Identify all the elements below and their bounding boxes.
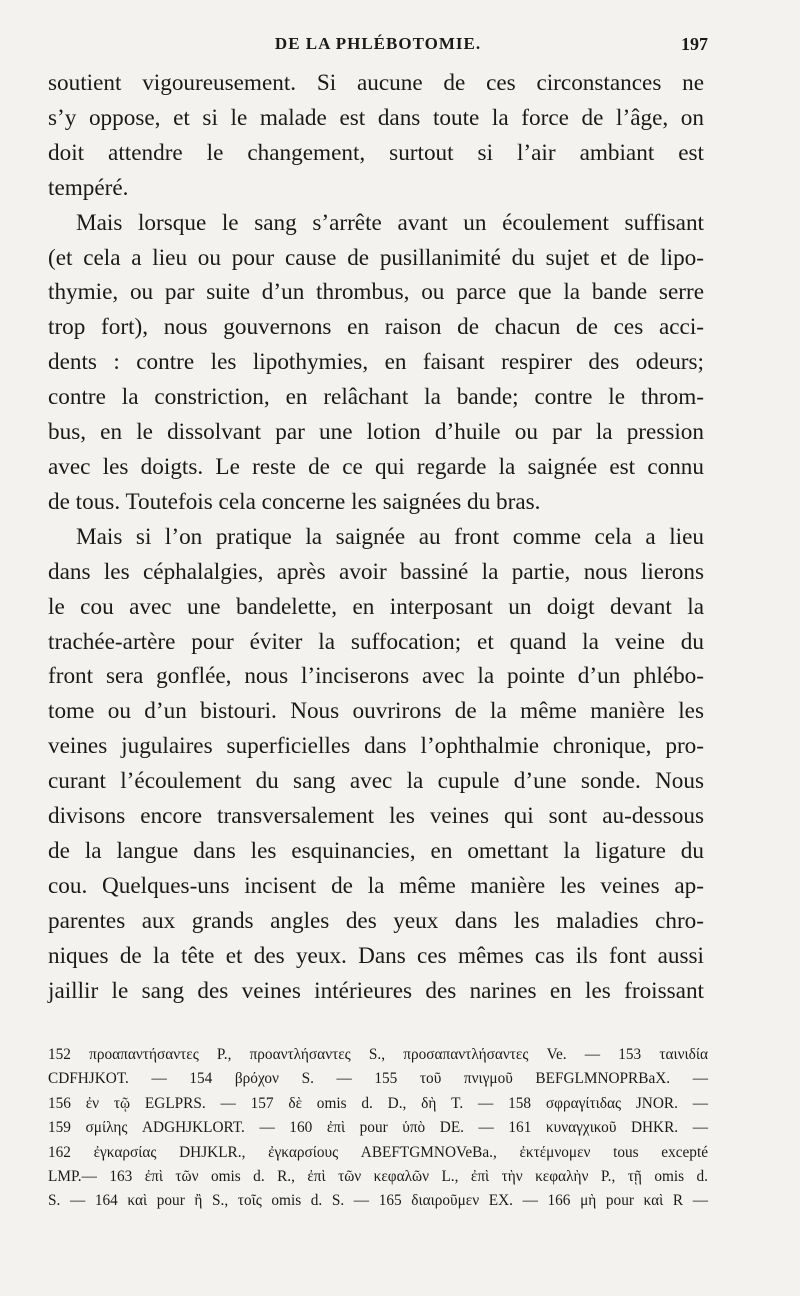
text-line: soutient vigoureusement. Si aucune de ces circonstances ne <box>48 70 704 96</box>
main-text <box>48 66 704 1008</box>
footnote-line: S. — 164 καὶ pour ἢ S., τοῖς omis d. S. — 165 διαιροῦμεν EX. — 166 μὴ pour καὶ R — <box>48 1192 708 1210</box>
text-line: jaillir le sang des veines intérieures des narines en les froissant <box>48 977 704 1004</box>
text-line: divisons encore transversalement les veines qui sont au-dessous <box>48 803 704 830</box>
text-line: parentes aux grands angles des yeux dans les maladies chro- <box>48 907 704 934</box>
running-title: DE LA PHLÉBOTOMIE. <box>274 34 482 53</box>
text-line: (et cela a lieu ou pour cause de pusillanimité du sujet et de lipo- <box>48 244 704 271</box>
text-line: tempéré. <box>48 174 129 201</box>
text-line: thymie, ou par suite d’un thrombus, ou parce que la bande serre <box>48 279 704 306</box>
page-number: 197 <box>681 34 708 54</box>
footnotes <box>48 1043 708 1214</box>
footnote-line: 156 ἐν τῷ EGLPRS. — 157 δὲ omis d. D., δὴ T. — 158 σφραγίτιδας JNOR. — <box>48 1094 708 1112</box>
footnote-line: 162 ἐγκαρσίας DHJKLR., ἐγκαρσίους ABEFTGMNOVeBa., ἐκτέμνομεν tous excepté <box>48 1143 708 1161</box>
footnote-line: LMP.— 163 ἐπὶ τῶν omis d. R., ἐπὶ τῶν κεφαλῶν L., ἐπὶ τὴν κεφαλὴν P., τῇ omis d. <box>48 1168 708 1186</box>
footnote-line: CDFHJKOT. — 154 βρόχον S. — 155 τοῦ πνιγμοῦ BEFGLMNOPRBaX. — <box>48 1070 708 1088</box>
text-line: dans les céphalalgies, après avoir bassiné la partie, nous lierons <box>48 558 704 585</box>
page-header <box>48 34 708 60</box>
text-line: bus, en le dissolvant par une lotion d’huile ou par la pression <box>48 419 704 446</box>
text-line: avec les doigts. Le reste de ce qui regarde la saignée est connu <box>48 453 704 480</box>
text-line: Mais lorsque le sang s’arrête avant un écoulement suffisant <box>76 209 704 236</box>
text-line: trachée-artère pour éviter la suffocation; et quand la veine du <box>48 628 704 655</box>
text-line: contre la constriction, en relâchant la bande; contre le throm- <box>48 384 704 411</box>
text-line: curant l’écoulement du sang avec la cupule d’une sonde. Nous <box>48 768 704 795</box>
text-line: veines jugulaires superficielles dans l’ophthalmie chronique, pro- <box>48 733 704 760</box>
text-line: doit attendre le changement, surtout si l’air ambiant est <box>48 139 704 166</box>
text-line: de la langue dans les esquinancies, en omettant la ligature du <box>48 837 704 864</box>
text-line: Mais si l’on pratique la saignée au front comme cela a lieu <box>76 523 704 550</box>
text-line: dents : contre les lipothymies, en faisant respirer des odeurs; <box>48 349 704 376</box>
footnote-line: 159 σμίλης ADGHJKLORT. — 160 ἐπὶ pour ὑπὸ DE. — 161 κυναγχικοῦ DHKR. — <box>48 1119 708 1137</box>
text-line: de tous. Toutefois cela concerne les saignées du bras. <box>48 488 541 515</box>
text-line: s’y oppose, et si le malade est dans toute la force de l’âge, on <box>48 104 704 131</box>
text-line: trop fort), nous gouvernons en raison de chacun de ces acci- <box>48 314 704 341</box>
text-line: niques de la tête et des yeux. Dans ces mêmes cas ils font aussi <box>48 942 704 969</box>
text-line: cou. Quelques-uns incisent de la même manière les veines ap- <box>48 872 704 899</box>
text-line: tome ou d’un bistouri. Nous ouvrirons de la même manière les <box>48 698 704 725</box>
text-line: front sera gonflée, nous l’inciserons avec la pointe d’un phlébo- <box>48 663 704 690</box>
footnote-line: 152 προαπαντήσαντες P., προαντλήσαντες S., προσαπαντλήσαντες Ve. — 153 ταινιδία <box>48 1046 708 1063</box>
text-line: le cou avec une bandelette, en interposant un doigt devant la <box>48 593 704 620</box>
